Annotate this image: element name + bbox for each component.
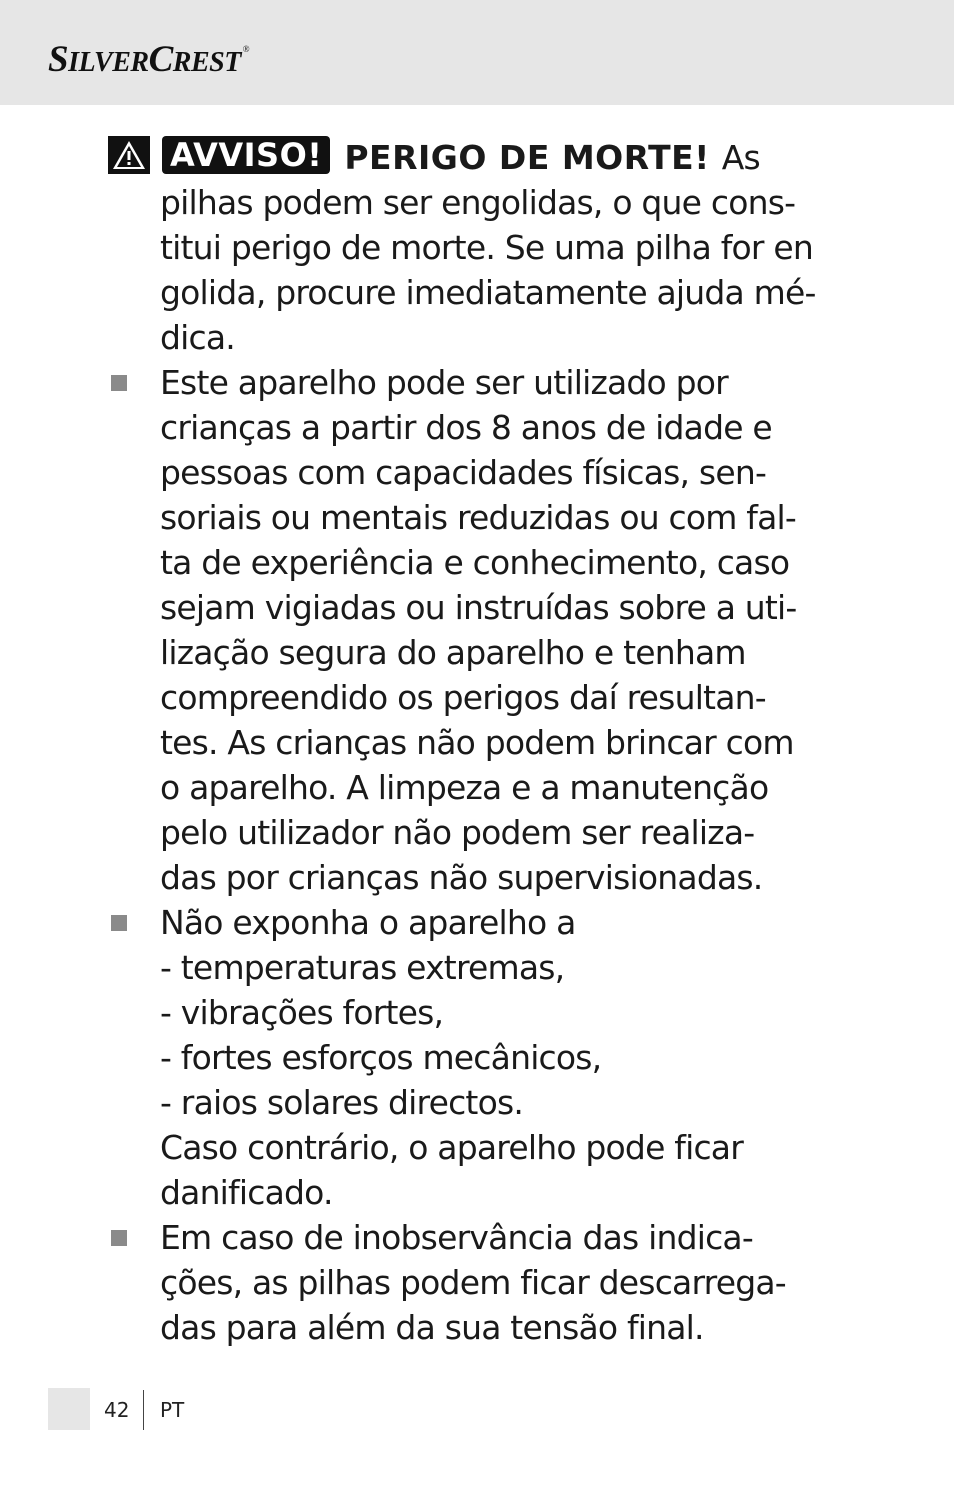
page-number: 42 [104, 1398, 130, 1422]
bullet-text-line: danificado. [160, 1173, 333, 1212]
danger-heading: PERIGO DE MORTE! [344, 138, 710, 177]
bullet-text-line: sejam vigiadas ou instruídas sobre a uti- [160, 588, 797, 627]
bullet-text-line: pessoas com capacidades físicas, sen- [160, 453, 767, 492]
square-bullet-icon [111, 915, 127, 931]
bullet-text-line: lização segura do aparelho e tenham [160, 633, 746, 672]
bullet-text-line: - raios solares directos. [160, 1083, 524, 1122]
brand-initial-s: S [48, 39, 69, 80]
registered-mark: ® [242, 44, 250, 54]
bullet-text-line: - vibrações fortes, [160, 993, 444, 1032]
brand-text-rest: REST [172, 47, 241, 78]
bullet-text-line: compreendido os perigos daí resultan- [160, 678, 766, 717]
warning-text-start: As [721, 138, 760, 177]
avviso-badge: AVVISO! [162, 136, 330, 174]
bullet-text-line: ta de experiência e conhecimento, caso [160, 543, 790, 582]
warning-text-line: dica. [160, 318, 235, 357]
bullet-text-line: - fortes esforços mecânicos, [160, 1038, 602, 1077]
warning-triangle-icon [108, 136, 150, 174]
bullet-text-line: das para além da sua tensão final. [160, 1308, 704, 1347]
footer-marker-box [48, 1388, 90, 1430]
language-code: PT [160, 1398, 185, 1422]
bullet-text-line: crianças a partir dos 8 anos de idade e [160, 408, 772, 447]
bullet-text-line: Este aparelho pode ser utilizado por [160, 363, 728, 402]
bullet-text-line: - temperaturas extremas, [160, 948, 565, 987]
bullet-text-line: Não exponha o aparelho a [160, 903, 576, 942]
bullet-text-line: pelo utilizador não podem ser realiza- [160, 813, 755, 852]
brand-text-ilver: ILVER [68, 47, 149, 78]
warning-text-line: titui perigo de morte. Se uma pilha for en [160, 228, 814, 267]
brand-logo [48, 38, 249, 81]
bullet-text-line: ções, as pilhas podem ficar descarrega- [160, 1263, 786, 1302]
bullet-text-line: tes. As crianças não podem brincar com [160, 723, 794, 762]
safety-content [108, 124, 878, 1350]
square-bullet-icon [111, 375, 127, 391]
warning-text-line: golida, procure imediatamente ajuda mé- [160, 273, 816, 312]
footer-divider [143, 1390, 144, 1430]
bullet-item-exposure [108, 900, 878, 945]
bullet-text-line: o aparelho. A limpeza e a manutenção [160, 768, 769, 807]
warning-text-line: pilhas podem ser engolidas, o que cons- [160, 183, 796, 222]
warning-heading-line [108, 124, 878, 180]
bullet-text-line: das por crianças não supervisionadas. [160, 858, 763, 897]
bullet-item-children [108, 360, 878, 405]
bullet-text-line: Em caso de inobservância das indica- [160, 1218, 753, 1257]
bullet-item-batteries [108, 1215, 878, 1260]
brand-initial-c: C [148, 39, 173, 80]
bullet-text-line: soriais ou mentais reduzidas ou com fal- [160, 498, 796, 537]
bullet-text-line: Caso contrário, o aparelho pode ficar [160, 1128, 743, 1167]
square-bullet-icon [111, 1230, 127, 1246]
